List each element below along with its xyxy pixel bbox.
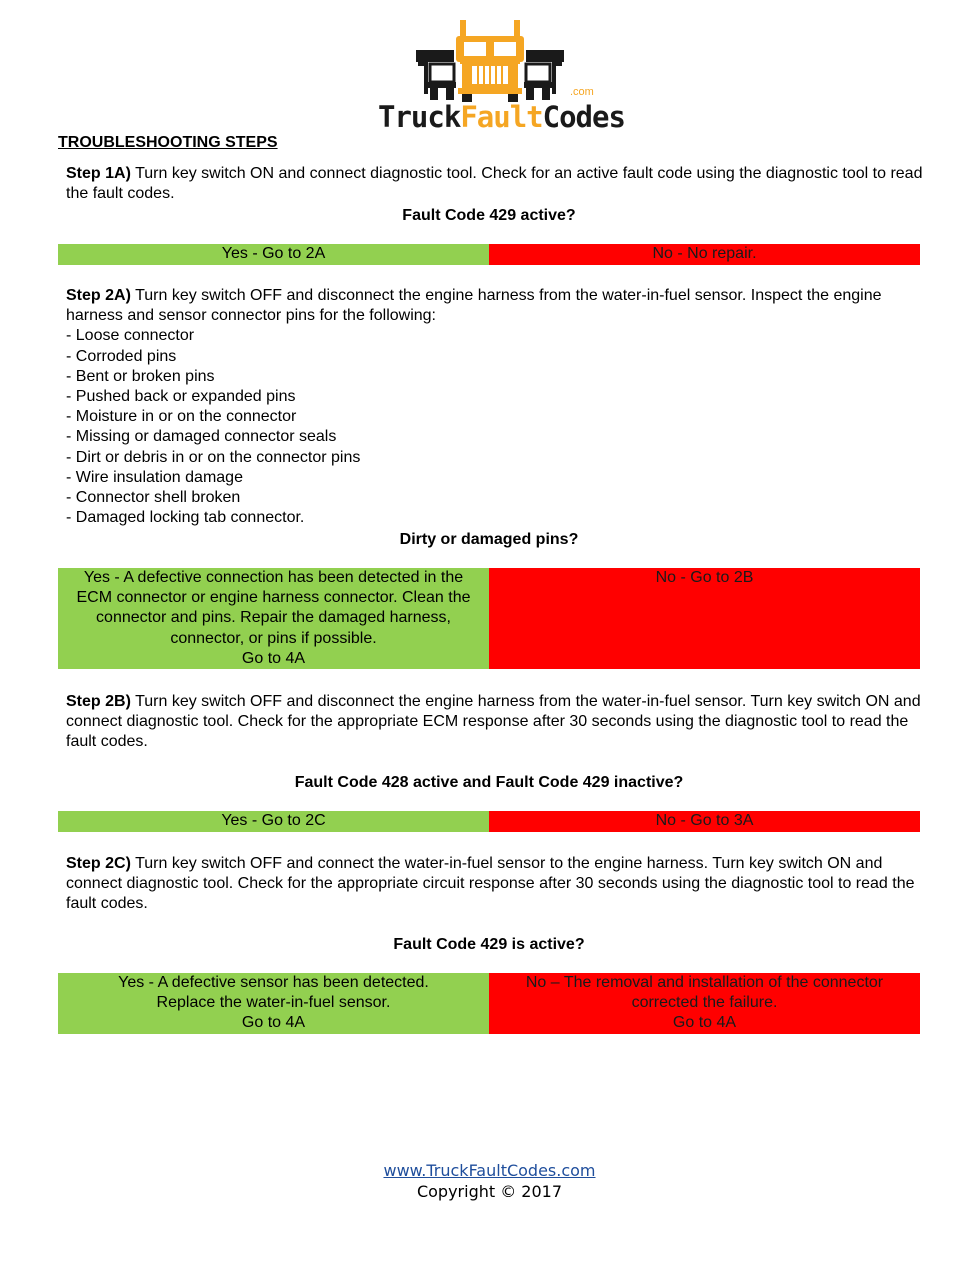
step-1a-answers [58,244,920,265]
logo-word-truck: Truck [378,100,461,134]
list-item: - Pushed back or expanded pins [66,388,296,406]
answer-line: Yes - A defective sensor has been detected. Replace the water-in-fuel sensor. [118,974,429,1012]
answer-line: No - Go to 2B [655,569,754,586]
list-item: - Moisture in or on the connector [66,408,297,426]
step-text: Turn key switch OFF and disconnect the engine harness from the water-in-fuel sensor. Turn key switch ON and connect diagnostic tool. Check for the appropriate ECM response after 30 seconds using the diagnostic tool to read the fault codes. [66,693,921,751]
list-item: - Wire insulation damage [66,468,243,486]
step-2c-question: Fault Code 429 is active? [393,936,585,953]
list-item: - Connector shell broken [66,489,241,507]
step-1a-paragraph [66,164,926,204]
answer-line: No - No repair. [652,245,757,262]
inspection-list [66,326,916,528]
footer-copyright: Copyright © 2017 [416,1182,563,1201]
logo-word-codes: Codes [542,100,625,134]
truck-logo-icon [378,18,602,102]
yes-answer [58,811,489,832]
page-heading: TROUBLESHOOTING STEPS [58,134,278,151]
yes-answer [58,568,489,669]
site-logo [378,18,625,134]
no-answer [489,811,920,832]
answer-line: Yes - A defective connection has been detected in the ECM connector or engine harness connector. Clean the connector and pins. Repair the damaged harness, connector, or pins if possible. [76,569,471,647]
step-label: Step 1A) [66,165,131,182]
step-2c-answers [58,973,920,1034]
step-2a-paragraph [66,286,916,528]
no-answer [489,973,920,1034]
list-item: - Loose connector [66,327,195,345]
step-2b-question: Fault Code 428 active and Fault Code 429 inactive? [294,774,684,791]
footer-link-row [0,1161,979,1180]
yes-answer [58,973,489,1034]
step-label: Step 2B) [66,693,131,710]
step-text: Turn key switch OFF and disconnect the engine harness from the water-in-fuel sensor. Inspect the engine harness and sensor connector pins for the following: [66,287,882,325]
step-2c-paragraph [66,854,926,915]
step-text: Turn key switch ON and connect diagnostic tool. Check for an active fault code using the diagnostic tool to read the fault codes. [66,165,923,203]
answer-line: Go to 4A [241,1014,306,1032]
step-2a-answers [58,568,920,669]
no-answer [489,568,920,669]
answer-line: Yes - Go to 2A [221,245,326,262]
step-2a-question: Dirty or damaged pins? [399,531,579,548]
list-item: - Dirt or debris in or on the connector pins [66,448,361,466]
logo-com: .com [570,86,594,98]
list-item: - Bent or broken pins [66,367,215,385]
answer-line: No – The removal and installation of the connector corrected the failure. [525,974,884,1012]
answer-line: Go to 4A [241,649,306,667]
step-2b-paragraph [66,692,926,753]
logo-word-fault: Fault [460,100,543,134]
step-label: Step 2C) [66,855,131,872]
step-label: Step 2A) [66,287,131,304]
answer-line: No - Go to 3A [655,812,754,829]
no-answer [489,244,920,265]
list-item: - Missing or damaged connector seals [66,428,337,446]
list-item: - Corroded pins [66,347,177,365]
step-text: Turn key switch OFF and connect the water-in-fuel sensor to the engine harness. Turn key switch ON and connect diagnostic tool. Check for the appropriate circuit response after 30 seconds using the diagnostic tool to read the fault codes. [66,855,915,913]
footer-website-link[interactable]: www.TruckFaultCodes.com [383,1161,596,1180]
answer-line: Yes - Go to 2C [221,812,326,829]
step-1a-question: Fault Code 429 active? [402,207,576,224]
logo-wordmark [378,100,625,134]
step-2b-answers [58,811,920,832]
answer-line: Go to 4A [672,1014,737,1032]
list-item: - Damaged locking tab connector. [66,509,305,527]
yes-answer [58,244,489,265]
